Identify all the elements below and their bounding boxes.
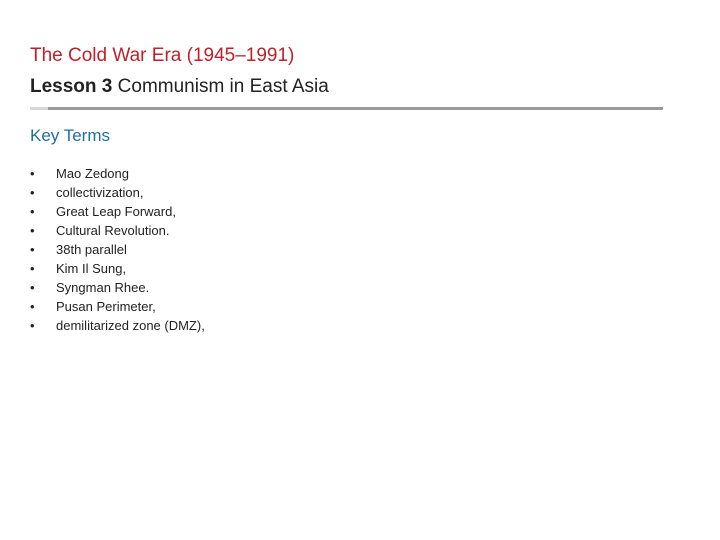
term-text: Kim Il Sung, (56, 261, 127, 276)
bullet-icon: • (30, 185, 35, 200)
term-text: demilitarized zone (DMZ), (56, 318, 205, 333)
bullet-icon: • (30, 318, 35, 333)
term-text: Syngman Rhee. (56, 280, 150, 295)
term-text: Mao Zedong (56, 166, 129, 181)
slide-title: The Cold War Era (1945–1991) (30, 45, 295, 66)
bullet-icon: • (30, 223, 35, 238)
lesson-label: Lesson 3 (30, 76, 113, 97)
lesson-subtitle (30, 75, 329, 99)
bullet-icon: • (30, 242, 35, 257)
bullet-icon: • (30, 166, 35, 181)
term-text: 38th parallel (56, 242, 127, 257)
term-text: collectivization, (56, 185, 144, 200)
bullet-icon: • (30, 204, 35, 219)
bullet-icon: • (30, 280, 35, 295)
title-divider (30, 107, 663, 110)
title-divider-accent (30, 107, 48, 110)
bullet-icon: • (30, 261, 35, 276)
bullet-icon: • (30, 299, 35, 314)
term-text: Pusan Perimeter, (56, 299, 156, 314)
term-text: Cultural Revolution. (56, 223, 170, 238)
key-terms-heading: Key Terms (30, 126, 110, 145)
lesson-title: Communism in East Asia (112, 76, 329, 97)
term-text: Great Leap Forward, (56, 204, 176, 219)
